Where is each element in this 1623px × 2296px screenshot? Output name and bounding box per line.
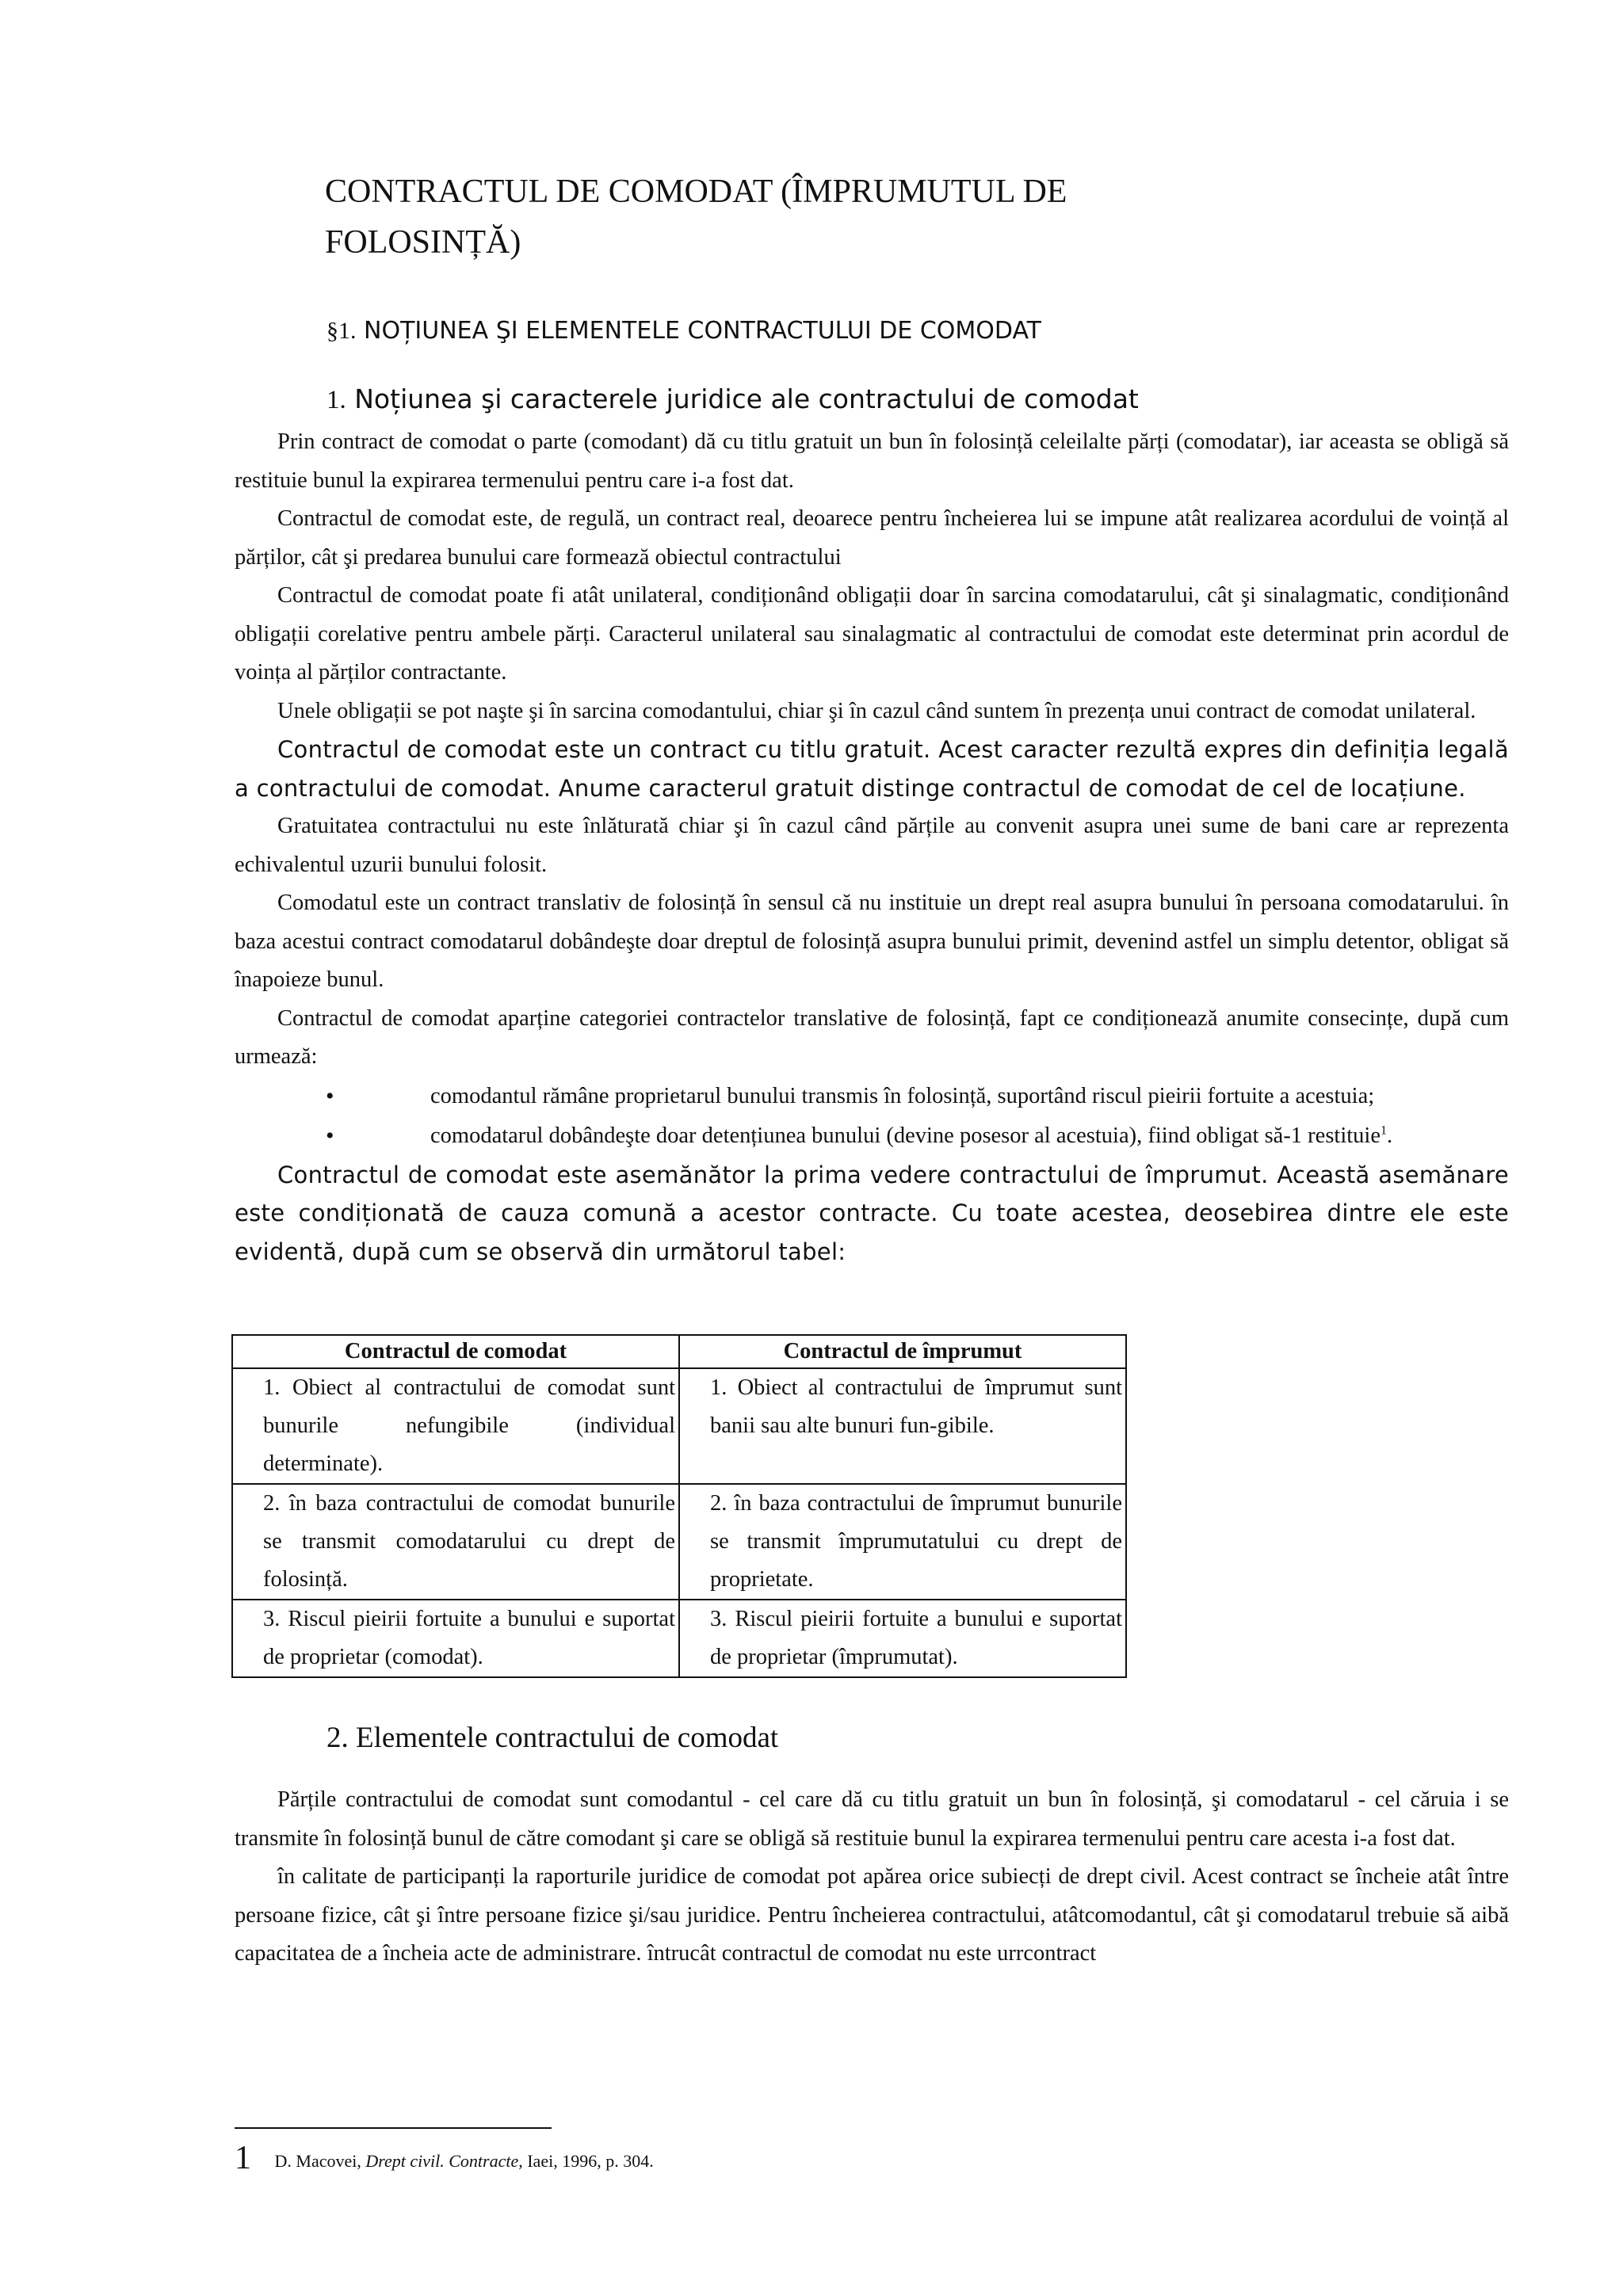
table-cell bbox=[232, 1484, 679, 1600]
subsection-number: 1. bbox=[327, 386, 346, 414]
table-header: Contractul de comodat bbox=[232, 1335, 679, 1368]
table-row bbox=[232, 1368, 1126, 1484]
footnote-separator bbox=[235, 2127, 552, 2129]
bullet-item bbox=[235, 1116, 1509, 1156]
bullet-list bbox=[235, 1077, 1509, 1156]
comparison-table bbox=[231, 1334, 1127, 1678]
footnote-rest: Iaei, 1996, p. 304. bbox=[527, 2151, 654, 2171]
section-prefix: §1. bbox=[327, 318, 357, 344]
body-section-2 bbox=[235, 1781, 1509, 1974]
subsection-heading bbox=[327, 383, 1139, 415]
footnote bbox=[235, 2139, 654, 2177]
paragraph: Contractul de comodat este, de regulă, un contract real, deoarece pentru încheierea lui se impune atât realizarea acordului de voință al părților, cât şi predarea bunului care formează obiectul contractului bbox=[235, 506, 1509, 570]
paragraph: Contractul de comodat aparține categoriei contractelor translative de folosință, fapt ce condiționează anumite consecințe, după cum urmează: bbox=[235, 1005, 1509, 1069]
table-row bbox=[232, 1600, 1126, 1677]
table-header: Contractul de împrumut bbox=[679, 1335, 1126, 1368]
paragraph: în calitate de participanți la raporturile juridice de comodat pot apărea orice subiecți de drept civil. Acest contract se încheie atât între persoane fizice, cât şi între persoane fizice şi/sau juridice. Pentru încheierea contractului, atâtcomodantul, cât şi comodatarul trebuie să aibă capacitatea de a încheia acte de administrare. întrucât contractul de comodat nu este urrcontract bbox=[235, 1864, 1509, 1966]
table-cell bbox=[232, 1368, 679, 1484]
bullet-text: comodantul rămâne proprietarul bunului transmis în folosință, suportând riscul pieirii fortuite a acestuia; bbox=[430, 1083, 1375, 1108]
cell-text: 2. în baza contractului de comodat bunurile se transmit comodatarului cu drept de folosință. bbox=[263, 1491, 675, 1592]
cell-text: 3. Riscul pieirii fortuite a bunului e suportat de proprietar (împrumutat). bbox=[710, 1607, 1122, 1669]
table-row bbox=[232, 1484, 1126, 1600]
table-cell bbox=[679, 1484, 1126, 1600]
bullet-dot: • bbox=[326, 1082, 334, 1109]
footnote-reference: 1 bbox=[1381, 1123, 1387, 1137]
bullet-end: . bbox=[1387, 1123, 1393, 1148]
paragraph: Comodatul este un contract translativ de folosință în sensul că nu instituie un drept real asupra bunului în persoana comodatarului. în baza acestui contract comodatarul dobândeşte doar dreptul de folosință asupra bunului primit, devenind astfel un simplu detentor, obligat să înapoieze bunul. bbox=[235, 891, 1509, 992]
footnote-number: 1 bbox=[235, 2140, 251, 2176]
section-title: NOȚIUNEA ŞI ELEMENTELE CONTRACTULUI DE COMODAT bbox=[364, 317, 1041, 345]
paragraph: Unele obligații se pot naşte şi în sarcina comodantului, chiar şi în cazul când suntem în prezența unui contract de comodat unilateral. bbox=[277, 698, 1476, 723]
section-heading bbox=[327, 317, 1041, 345]
subsection-title: Noțiunea şi caracterele juridice ale contractului de comodat bbox=[354, 383, 1139, 414]
paragraph: Gratuitatea contractului nu este înlăturată chiar şi în cazul când părțile au convenit asupra unei sume de bani care ar reprezenta echivalentul uzurii bunului folosit. bbox=[235, 814, 1509, 877]
table-cell bbox=[679, 1600, 1126, 1677]
cell-text: 2. în baza contractului de împrumut bunurile se transmit împrumutatului cu drept de proprietate. bbox=[710, 1491, 1122, 1592]
cell-text: 1. Obiect al contractului de împrumut sunt banii sau alte bunuri fun-gibile. bbox=[710, 1375, 1122, 1438]
paragraph: Contractul de comodat poate fi atât unilateral, condiționând obligații doar în sarcina comodatarului, cât şi sinalagmatic, condiționând obligații corelative pentru ambele părți. Caracterul unilateral sau sinalagmatic al contractului de comodat este determinat prin acordul de voința al părților contractante. bbox=[235, 583, 1509, 685]
footnote-author: D. Macovei, bbox=[274, 2151, 361, 2171]
cell-text: 3. Riscul pieirii fortuite a bunului e suportat de proprietar (comodat). bbox=[263, 1607, 675, 1669]
page-title: CONTRACTUL DE COMODAT (ÎMPRUMUTUL DE FOLOSINȚĂ) bbox=[325, 174, 1067, 261]
bullet-dot: • bbox=[326, 1122, 334, 1149]
table-header-row bbox=[232, 1335, 1126, 1368]
footnote-work: Drept civil. Contracte, bbox=[365, 2151, 523, 2171]
subsection-2-heading: 2. Elementele contractului de comodat bbox=[327, 1722, 779, 1754]
table-cell bbox=[232, 1600, 679, 1677]
paragraph: Contractul de comodat este asemănător la prima vedere contractului de împrumut. Această asemănare este condiționată de cauza comună a acestor contracte. Cu toate acestea, deosebirea dintre ele este evidentă, după cum se observă din următorul tabel: bbox=[235, 1161, 1509, 1265]
bullet-text: comodatarul dobândeşte doar detențiunea bunului (devine posesor al acestuia), fiind obligat să-1 restituie bbox=[430, 1123, 1381, 1148]
paragraph: Contractul de comodat este un contract cu titlu gratuit. Acest caracter rezultă expres din definiția legală a contractului de comodat. Anume caracterul gratuit distinge contractul de comodat de cel de locațiune. bbox=[235, 736, 1509, 802]
paragraph: Prin contract de comodat o parte (comodant) dă cu titlu gratuit un bun în folosință celeilalte părți (comodatar), iar aceasta se obligă să restituie bunul la expirarea termenului pentru care i-a fost dat. bbox=[235, 429, 1509, 493]
table-cell bbox=[679, 1368, 1126, 1484]
body-section-1 bbox=[235, 423, 1509, 1271]
paragraph: Părțile contractului de comodat sunt comodantul - cel care dă cu titlu gratuit un bun în folosință, şi comodatarul - cel căruia i se transmite în folosință bunul de către comodant şi care se obligă să restituie bunul la expirarea termenului pentru care acesta i-a fost dat. bbox=[235, 1787, 1509, 1851]
bullet-item bbox=[235, 1077, 1509, 1116]
cell-text: 1. Obiect al contractului de comodat sunt bunurile nefungibile (individual determinate). bbox=[263, 1375, 675, 1476]
